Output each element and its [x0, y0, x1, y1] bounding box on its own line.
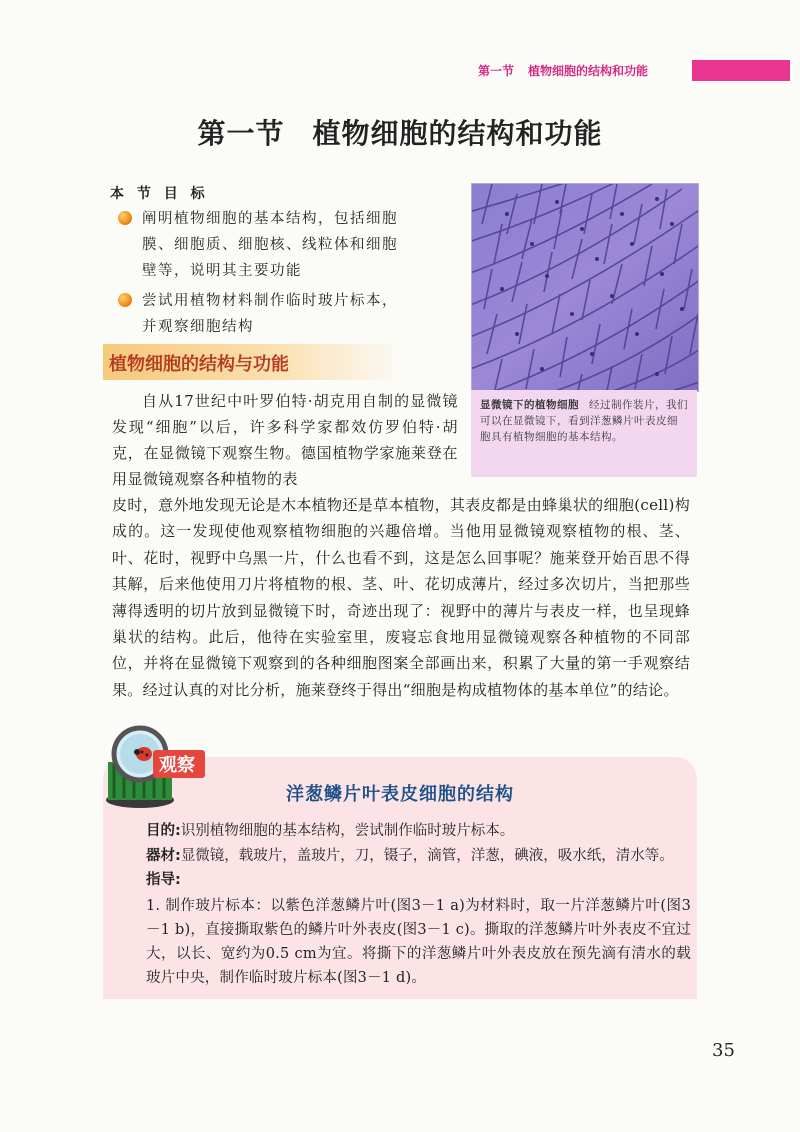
- micro-photo: [471, 183, 699, 392]
- purpose-text: 识别植物细胞的基本结构，尝试制作临时玻片标本。: [180, 823, 515, 839]
- materials-text: 显微镜，载玻片，盖玻片，刀，镊子，滴管，洋葱，碘液，吸水纸，清水等。: [180, 848, 674, 864]
- body-paragraph-intro: 自从17世纪中叶罗伯特·胡克用自制的显微镜发现“细胞”以后，许多科学家都效仿罗伯特·胡克，在显微镜下观察生物。德国植物学家施莱登在用显微镜观察各种植物的表: [112, 392, 458, 488]
- observation-purpose: [146, 820, 691, 842]
- observation-title: 洋葱鳞片叶表皮细胞的结构: [286, 784, 514, 805]
- header-accent-bar: [692, 60, 790, 81]
- goal-text: 尝试用植物材料制作临时玻片标本，并观察细胞结构: [142, 293, 398, 335]
- caption-text: 经过制作装片，我们可以在显微镜下，看到洋葱鳞片叶表皮细胞具有植物细胞的基本结构。: [480, 399, 688, 443]
- body-paragraph-continued: 皮时，意外地发现无论是木本植物还是草本植物，其表皮都是由蜂巢状的细胞(cell)构成的。这一发现使他观察植物细胞的兴趣倍增。当他用显微镜观察植物的根、茎、叶、花时，视野中乌黑一片，什么也看不到，这是怎么回事呢？施莱登开始百思不得其解，后来他使用刀片将植物的根、茎、叶、花切成薄片，经过多次切片，当把那些薄得透明的切片放到显微镜下时，奇迹出现了：视野中的薄片与表皮一样，也呈现蜂巢状的结构。此后，他待在实验室里，废寝忘食地用显微镜观察各种植物的不同部位，并将在显微镜下观察到的各种细胞图案全部画出来，积累了大量的第一手观察结果。经过认真的对比分析，施莱登终于得出“细胞是构成植物体的基本单位”的结论。: [112, 496, 690, 699]
- goal-item: [118, 206, 408, 284]
- page-title-section: 第一节: [197, 117, 285, 150]
- header-section: 第一节: [478, 64, 515, 78]
- orange-bullet-icon: [118, 211, 132, 225]
- plant-cell-micrograph-image: [472, 184, 698, 391]
- materials-label: 器材:: [146, 848, 181, 864]
- section-heading: [103, 344, 403, 380]
- header-title: 植物细胞的结构和功能: [528, 64, 649, 78]
- observation-tag: 观察: [153, 750, 205, 778]
- caption-title: 显微镜下的植物细胞: [480, 399, 579, 411]
- page-number: 35: [712, 1040, 735, 1061]
- observation-guide: [146, 869, 691, 891]
- photo-caption: [471, 390, 697, 477]
- goals-heading: 本 节 目 标: [110, 186, 209, 202]
- page-title-text: 植物细胞的结构和功能: [312, 117, 603, 150]
- guide-label: 指导:: [146, 872, 181, 888]
- goal-text: 阐明植物细胞的基本结构，包括细胞膜、细胞质、细胞核、线粒体和细胞壁等，说明其主要功能: [142, 211, 398, 279]
- goal-item: [118, 288, 408, 340]
- orange-bullet-icon: [118, 293, 132, 307]
- section-heading-text: 植物细胞的结构与功能: [109, 354, 289, 375]
- observation-step-1: 1. 制作玻片标本：以紫色洋葱鳞片叶(图3－1 a)为材料时，取一片洋葱鳞片叶(图3－1 b)，直接撕取紫色的鳞片叶外表皮(图3－1 c)。撕取的洋葱鳞片叶外表皮不宜过大，以长、宽约为0.5 cm为宜。将撕下的洋葱鳞片叶外表皮放在预先滴有清水的载玻片中央，制作临时玻片标本(图3－1 d)。: [146, 898, 691, 986]
- purpose-label: 目的:: [146, 823, 181, 839]
- observation-materials: [146, 845, 691, 867]
- page-title: [0, 112, 800, 152]
